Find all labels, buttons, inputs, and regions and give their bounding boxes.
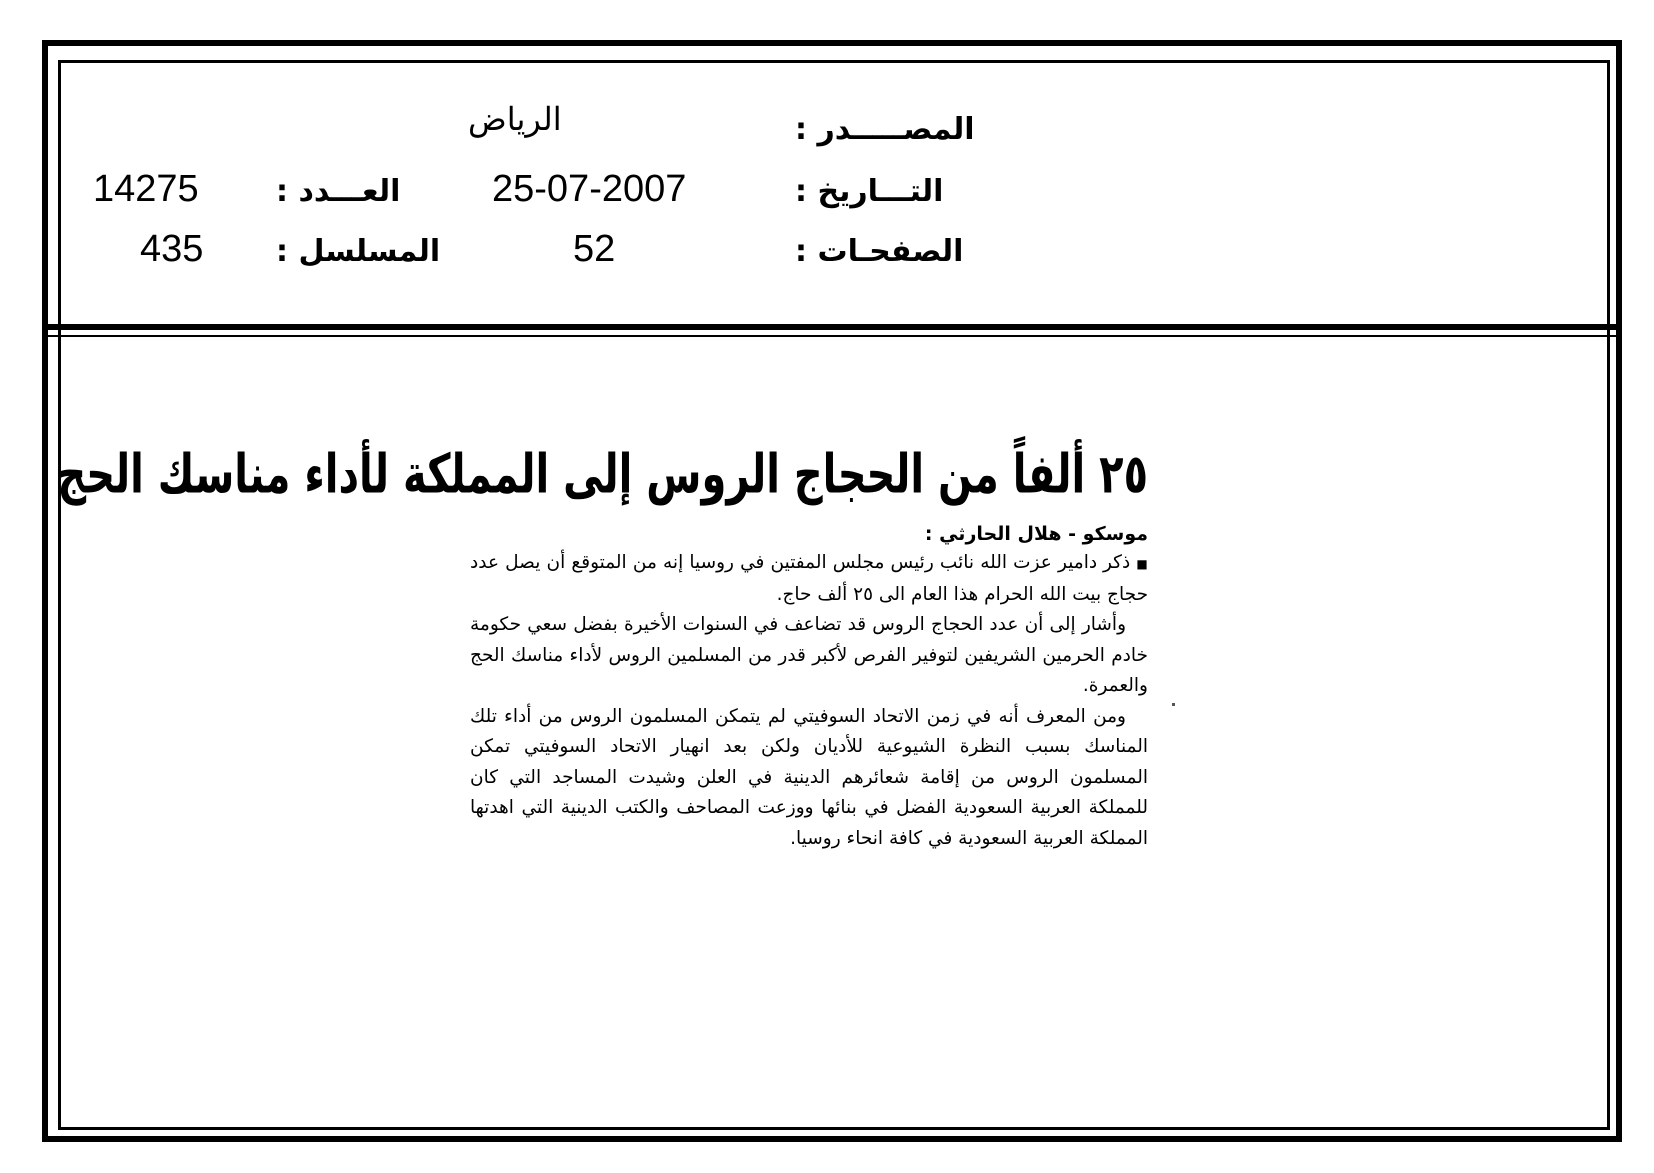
pages-value: 52 (573, 228, 616, 270)
article-paragraph-3: ومن المعرف أنه في زمن الاتحاد السوفيتي لم يتمكن المسلمون الروس من أداء تلك المناسك بسبب النظرة الشيوعية للأديان ولكن بعد انهيار الاتحاد السوفيتي تمكن المسلمون الروس من إقامة شعائرهم الدينية في العلن وشيدت المساجد التي كان للمملكة العربية السعودية الفضل في بنائها ووزعت المصاحف والكتب الدينية التي اهدتها المملكة العربية السعودية في كافة انحاء روسيا. (470, 705, 1148, 849)
bullet-icon: ■ (1136, 557, 1149, 571)
scan-speck (1172, 703, 1175, 706)
pages-label: الصفحـات : (795, 234, 964, 269)
article-paragraph-2: وأشار إلى أن عدد الحجاج الروس قد تضاعف في السنوات الأخيرة بفضل سعي حكومة خادم الحرمين الشريفين لتوفير الفرص لأكبر قدر من المسلمين الروس لأداء مناسك الحج والعمرة. (470, 614, 1148, 696)
issue-value: 14275 (93, 168, 199, 210)
article-byline: موسكو - هلال الحارثي : (924, 523, 1148, 545)
source-value: الرياض (468, 101, 562, 137)
date-label: التـــاريخ : (795, 174, 944, 209)
header-divider (42, 324, 1622, 330)
paragraph-1-text: ذكر دامير عزت الله نائب رئيس مجلس المفتين في روسيا إنه من المتوقع أن يصل عدد حجاج بيت الله الحرام هذا العام الى ٢٥ ألف حاج. (470, 552, 1148, 605)
date-value: 25-07-2007 (492, 168, 687, 210)
serial-label: المسلسل : (276, 234, 441, 269)
serial-value: 435 (140, 228, 204, 270)
issue-label: العـــدد : (276, 174, 401, 209)
article-paragraph-1 (470, 548, 1148, 610)
article (57, 440, 1149, 854)
article-headline: ٢٥ ألفاً من الحجاج الروس إلى المملكة لأداء مناسك الحج (57, 443, 1148, 507)
header-divider-thin (42, 335, 1622, 337)
source-label: المصـــــدر : (795, 112, 975, 147)
